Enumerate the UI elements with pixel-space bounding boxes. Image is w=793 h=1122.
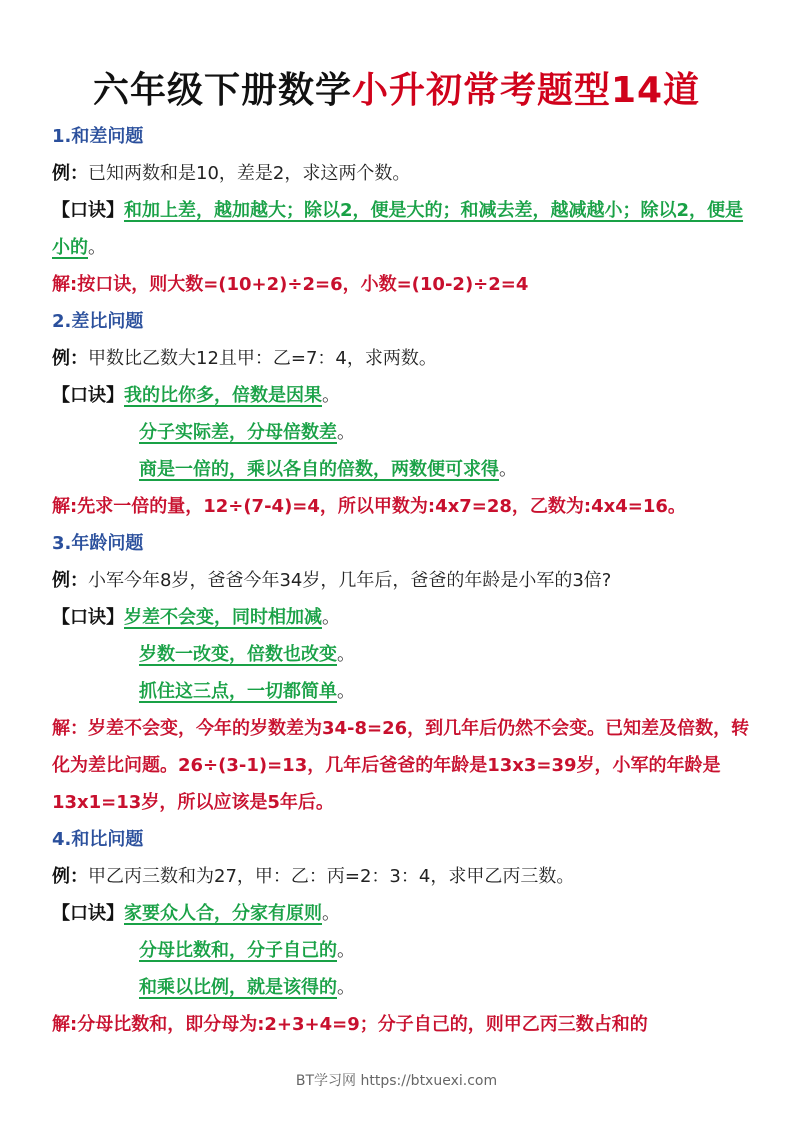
koujue-text: 抓住这三点，一切都简单 [139,681,337,702]
koujue-text: 商是一倍的，乘以各自的倍数，两数便可求得 [139,459,499,480]
example-line [52,858,752,895]
koujue-text: 家要众人合，分家有原则 [124,903,322,924]
koujue-text: 和加上差，越加越大；除以2，便是大的；和减去差，越减越小；除以2，便是小的 [52,200,744,258]
solution-paragraph: 解：岁差不会变，今年的岁数差为34-8=26，到几年后仍然不会变。已知差及倍数，转化为差比问题。26÷(3-1)=13，几年后爸爸的年龄是13x3=39岁，小军的年龄是13x1=13岁，所以应该是5年后。 [52,718,750,813]
koujue-period: 。 [322,607,340,628]
section-heading: 1.和差问题 [52,126,144,147]
koujue-text: 分子实际差，分母倍数差 [139,422,337,443]
section-heading: 4.和比问题 [52,829,144,850]
koujue-text: 我的比你多，倍数是因果 [124,385,322,406]
example-line [52,562,752,599]
example-line [52,155,752,192]
example-label: 例： [52,163,88,184]
koujue-line [52,599,752,636]
koujue-line [52,673,752,710]
example-text: 小军今年8岁，爸爸今年34岁，几年后，爸爸的年龄是小军的3倍? [88,570,612,591]
example-line [52,340,752,377]
koujue-line [52,192,752,266]
example-text: 甲乙丙三数和为27，甲：乙：丙=2：3：4，求甲乙丙三数。 [88,866,575,887]
koujue-period: 。 [337,940,355,961]
koujue-period: 。 [322,385,340,406]
koujue-text: 岁差不会变，同时相加减 [124,607,322,628]
example-label: 例： [52,570,88,591]
koujue-period: 。 [337,681,355,702]
koujue-line [52,414,752,451]
footer-watermark: BT学习网 https://btxuexi.com [295,1073,498,1089]
koujue-period: 。 [337,977,355,998]
koujue-text: 分母比数和，分子自己的 [139,940,337,961]
title-part-red: 小升初常考题型14道 [351,70,701,111]
koujue-text: 和乘以比例，就是该得的 [139,977,337,998]
koujue-line [52,377,752,414]
koujue-line [52,969,752,1006]
koujue-period: 。 [88,237,106,258]
koujue-label: 【口诀】 [52,385,124,406]
koujue-line [52,932,752,969]
section-heading: 2.差比问题 [52,311,144,332]
solution-line: 解:先求一倍的量，12÷(7-4)=4，所以甲数为:4x7=28，乙数为:4x4=16。 [52,496,686,517]
koujue-line [52,451,752,488]
koujue-period: 。 [337,644,355,665]
koujue-text: 岁数一改变，倍数也改变 [139,644,337,665]
koujue-line [52,636,752,673]
koujue-period: 。 [322,903,340,924]
page-title [0,62,793,113]
solution-line: 解:按口诀，则大数=(10+2)÷2=6，小数=(10-2)÷2=4 [52,274,529,295]
solution-line: 解:分母比数和，即分母为:2+3+4=9；分子自己的，则甲乙丙三数占和的 [52,1014,648,1035]
title-part-black: 六年级下册数学 [92,70,352,111]
example-label: 例： [52,866,88,887]
koujue-label: 【口诀】 [52,903,124,924]
document-body [52,118,752,1043]
example-text: 甲数比乙数大12且甲：乙=7：4，求两数。 [88,348,437,369]
koujue-line [52,895,752,932]
koujue-period: 。 [337,422,355,443]
koujue-label: 【口诀】 [52,200,124,221]
example-text: 已知两数和是10，差是2，求这两个数。 [88,163,411,184]
section-heading: 3.年龄问题 [52,533,144,554]
koujue-label: 【口诀】 [52,607,124,628]
koujue-period: 。 [499,459,517,480]
example-label: 例： [52,348,88,369]
